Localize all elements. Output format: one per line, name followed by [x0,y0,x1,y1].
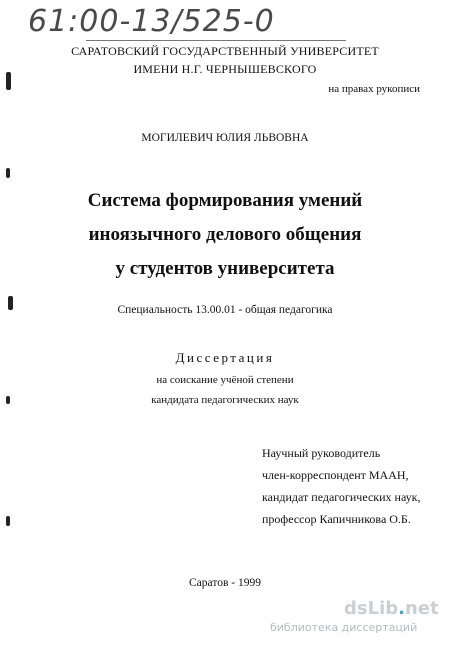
author-name: МОГИЛЕВИЧ ЮЛИЯ ЛЬВОВНА [141,132,309,144]
watermark-logo-tld: net [404,598,439,619]
watermark-logo-main: dsLib [344,598,399,619]
degree-line-1: на соискание учёной степени [156,374,294,386]
scan-mark [6,396,10,404]
watermark-logo[interactable] [344,598,439,619]
degree-line-2: кандидата педагогических наук [151,394,299,406]
city-year: Саратов - 1999 [189,577,261,589]
title-line-3: у студентов университета [115,258,335,279]
manuscript-note: на правах рукописи [328,83,420,95]
scan-mark [6,72,11,90]
specialty: Специальность 13.00.01 - общая педагогика [117,304,333,316]
archive-underline [86,40,346,41]
supervisor-heading: Научный руководитель [262,446,381,460]
title-line-1: Система формирования умений [87,190,363,211]
supervisor-line-4: профессор Капичникова О.Б. [262,512,411,526]
supervisor-line-3: кандидат педагогических наук, [262,490,421,504]
archive-number: 61:00-13/525-0 [28,4,275,39]
university-name-line-2: ИМЕНИ Н.Г. ЧЕРНЫШЕВСКОГО [133,62,317,76]
document-type: Диссертация [175,350,275,365]
scan-mark [6,168,10,178]
watermark-logo-dot: . [398,598,405,619]
watermark-caption: библиотека диссертаций [270,621,418,634]
title-line-2: иноязычного делового общения [88,224,362,245]
supervisor-line-2: член-корреспондент МААН, [262,468,409,482]
scan-mark [8,296,13,310]
university-name-line-1: САРАТОВСКИЙ ГОСУДАРСТВЕННЫЙ УНИВЕРСИТЕТ [71,44,379,58]
scan-mark [6,516,10,526]
